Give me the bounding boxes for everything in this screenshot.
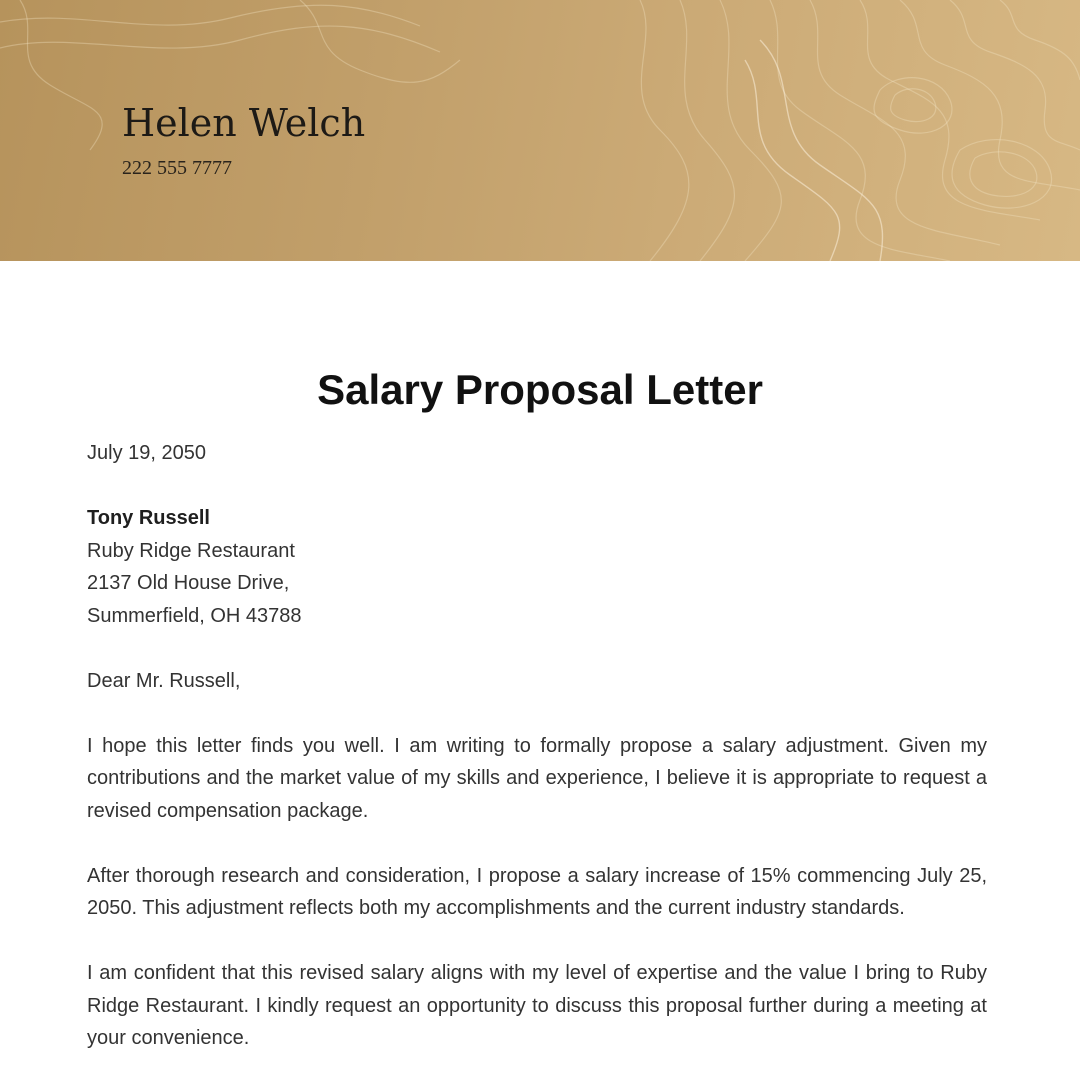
recipient-address-block — [87, 502, 987, 632]
letter-title: Salary Proposal Letter — [317, 366, 763, 413]
body-paragraph: I hope this letter finds you well. I am writing to formally propose a salary adjustment. Given my contributions and the market value of my skills and experience, I believe it is appropriate to request a revised compensation package. — [87, 734, 987, 822]
recipient-city: Summerfield, OH 43788 — [87, 604, 302, 627]
recipient-name: Tony Russell — [87, 507, 210, 529]
body-paragraph: I am confident that this revised salary aligns with my level of expertise and the value I bring to Ruby Ridge Restaurant. I kindly request an opportunity to discuss this proposal further during a meeting at your convenience. — [87, 962, 987, 1049]
recipient-street: 2137 Old House Drive, — [87, 572, 290, 594]
sender-phone: 222 555 7777 — [122, 157, 232, 179]
letterhead-banner — [0, 0, 1080, 261]
recipient-company: Ruby Ridge Restaurant — [87, 539, 295, 562]
letter-date: July 19, 2050 — [87, 442, 206, 464]
body-paragraph: After thorough research and consideration, I propose a salary increase of 15% commencing July 25, 2050. This adjustment reflects both my accomplishments and the current industry standards. — [87, 864, 987, 919]
sender-name: Helen Welch — [122, 101, 366, 145]
salutation: Dear Mr. Russell, — [87, 669, 241, 692]
letter-body — [87, 437, 987, 1087]
